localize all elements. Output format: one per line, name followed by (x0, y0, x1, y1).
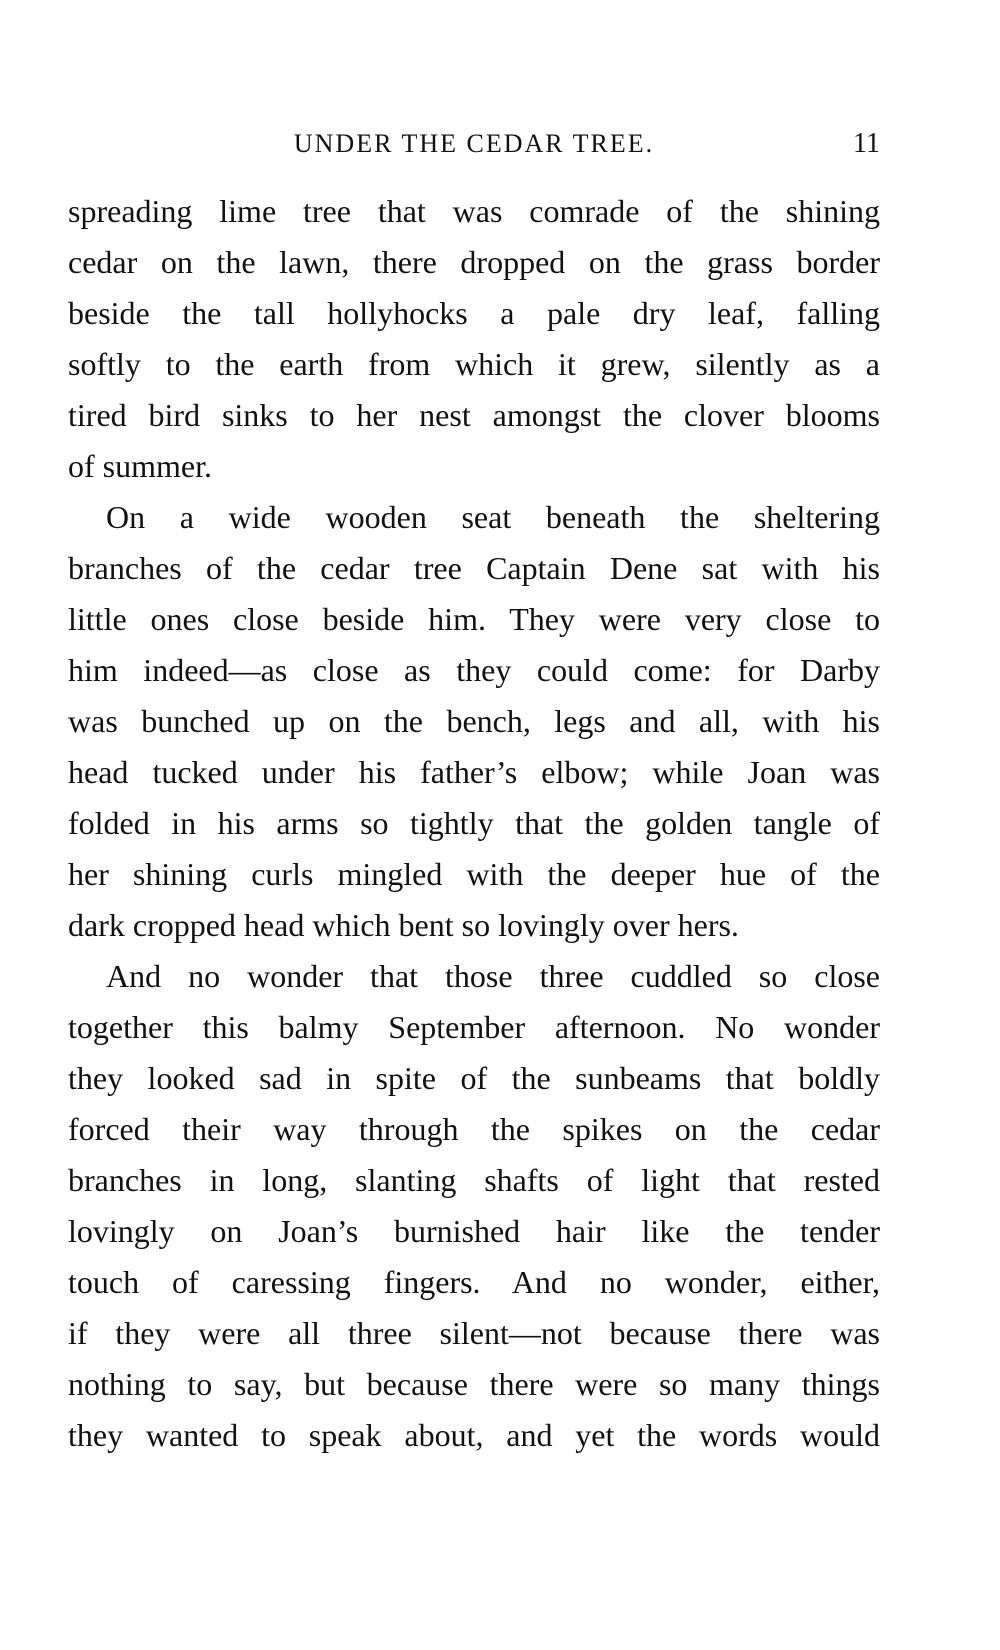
body-text (68, 186, 880, 1461)
text-line: forced their way through the spikes on the cedar (68, 1111, 880, 1147)
text-line: tired bird sinks to her nest amongst the clover blooms (68, 397, 880, 433)
text-line: they looked sad in spite of the sunbeams that boldly (68, 1060, 880, 1096)
text-line: folded in his arms so tightly that the golden tangle of (68, 805, 880, 841)
text-line: branches of the cedar tree Captain Dene sat with his (68, 550, 880, 586)
text-line: head tucked under his father’s elbow; while Joan was (68, 754, 880, 790)
text-line: lovingly on Joan’s burnished hair like the tender (68, 1213, 880, 1249)
text-line: together this balmy September afternoon. No wonder (68, 1009, 880, 1045)
text-line: branches in long, slanting shafts of light that rested (68, 1162, 880, 1198)
running-head (68, 124, 880, 164)
text-line: dark cropped head which bent so lovingly over hers. (68, 907, 739, 943)
page-number: 11 (853, 128, 880, 159)
text-line: spreading lime tree that was comrade of the shining (68, 193, 880, 229)
paragraph-1 (68, 186, 880, 492)
text-line: On a wide wooden seat beneath the sheltering (106, 499, 880, 535)
text-line: her shining curls mingled with the deeper hue of the (68, 856, 880, 892)
text-line: nothing to say, but because there were so many things (68, 1366, 880, 1402)
text-line: of summer. (68, 448, 212, 484)
text-line: they wanted to speak about, and yet the words would (68, 1417, 880, 1453)
paragraph-3 (68, 951, 880, 1461)
text-line: softly to the earth from which it grew, silently as a (68, 346, 880, 382)
text-line: And no wonder that those three cuddled so close (106, 958, 880, 994)
running-title: UNDER THE CEDAR TREE. (293, 129, 655, 158)
text-line: him indeed—as close as they could come: for Darby (68, 652, 880, 688)
text-line: little ones close beside him. They were very close to (68, 601, 880, 637)
text-line: touch of caressing fingers. And no wonder, either, (68, 1264, 880, 1300)
text-line: if they were all three silent—not because there was (68, 1315, 880, 1351)
paragraph-2 (68, 492, 880, 951)
text-line: beside the tall hollyhocks a pale dry leaf, falling (68, 295, 880, 331)
text-line: was bunched up on the bench, legs and all, with his (68, 703, 880, 739)
text-line: cedar on the lawn, there dropped on the grass border (68, 244, 880, 280)
